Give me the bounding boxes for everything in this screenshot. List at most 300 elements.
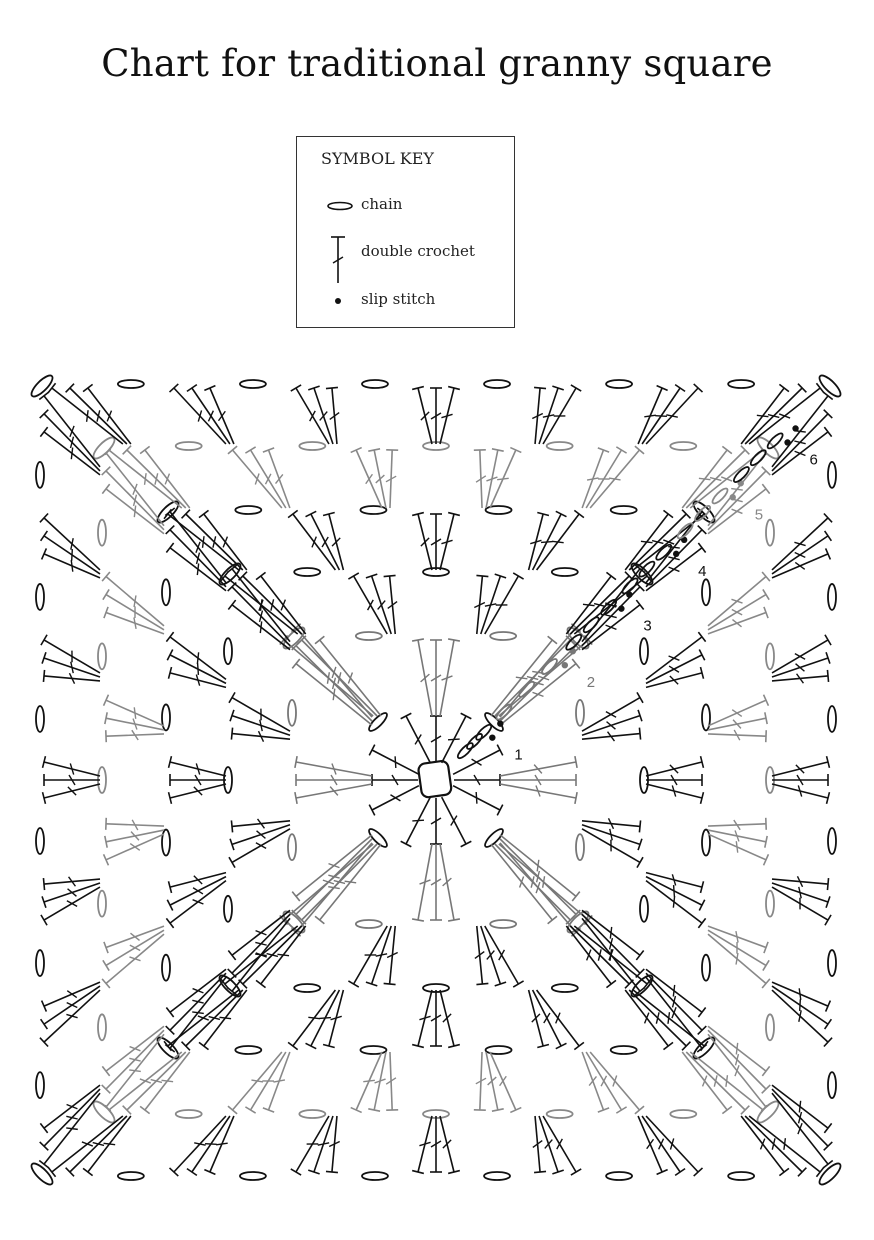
double-crochet-bar	[736, 953, 738, 965]
double-crochet-bar	[333, 689, 335, 701]
double-crochet-top	[636, 950, 643, 959]
key-label-slip-stitch: slip stitch	[361, 290, 436, 308]
double-crochet-top	[572, 659, 580, 668]
double-crochet-bar	[345, 881, 357, 883]
double-crochet-bar	[256, 931, 267, 935]
double-crochet-top	[513, 981, 523, 987]
chain-stitch	[118, 1172, 144, 1180]
double-crochet-bar	[412, 820, 424, 821]
double-crochet-bar	[192, 1012, 204, 1013]
double-crochet-bar	[669, 567, 680, 571]
double-crochet-top	[83, 384, 93, 391]
double-crochet-bar	[541, 542, 553, 543]
double-crochet-top	[228, 950, 235, 959]
double-crochet-top	[763, 589, 769, 599]
double-crochet-bar	[673, 985, 674, 997]
double-crochet-bar	[395, 756, 396, 768]
chain-stitch	[670, 442, 696, 450]
double-crochet-bar	[72, 549, 73, 561]
slip-stitch	[730, 494, 736, 500]
double-crochet-bar	[672, 1007, 676, 1018]
key-label-chain: chain	[361, 195, 403, 213]
chain-stitch	[484, 380, 510, 388]
chain-stitch	[486, 1046, 512, 1054]
double-crochet-top	[637, 692, 643, 702]
double-crochet-bar	[543, 876, 545, 888]
slip-stitch	[562, 662, 568, 668]
double-crochet-bar	[673, 896, 674, 908]
double-crochet-bar	[610, 927, 611, 939]
double-crochet-top	[548, 916, 557, 924]
slip-stitch-icon	[331, 294, 345, 308]
double-crochet-top	[637, 857, 643, 867]
double-crochet-bar	[70, 426, 74, 437]
double-crochet-bar	[378, 601, 386, 610]
chain-stitch	[360, 1046, 386, 1054]
double-crochet-bar	[71, 448, 72, 460]
double-crochet-bar	[668, 1012, 669, 1024]
chain-stitch	[224, 638, 232, 664]
double-crochet-bar	[533, 692, 544, 696]
double-crochet-bar	[779, 414, 790, 418]
double-crochet-bar	[545, 1140, 553, 1149]
chain-stitch	[640, 638, 648, 664]
double-crochet-top	[616, 1107, 626, 1113]
double-crochet-top	[326, 1171, 338, 1172]
double-crochet-top	[762, 1066, 769, 1075]
double-crochet-bar	[721, 477, 732, 481]
chain-stitch	[817, 1161, 844, 1188]
chain-stitch	[362, 1172, 388, 1180]
double-crochet-bar	[613, 1075, 617, 1086]
double-crochet-top	[41, 1019, 48, 1029]
double-crochet-top	[412, 639, 424, 641]
double-crochet-bar	[668, 547, 680, 548]
double-crochet-bar	[487, 951, 495, 960]
double-crochet-bar	[448, 739, 460, 740]
double-crochet-bar	[130, 1047, 141, 1051]
round-number-label: 1	[514, 746, 523, 764]
chain-stitch	[828, 584, 836, 610]
double-crochet-bar	[203, 536, 204, 548]
double-crochet-bar	[165, 474, 169, 485]
double-crochet-top	[513, 573, 523, 579]
double-crochet-top	[476, 983, 488, 984]
chain-stitch	[611, 506, 637, 514]
double-crochet-bar	[520, 877, 524, 888]
double-crochet-bar	[800, 999, 801, 1011]
chain-stitch	[490, 920, 516, 928]
double-crochet-top	[779, 1168, 789, 1175]
double-crochet-top	[187, 385, 197, 392]
chain-stitch	[91, 435, 118, 462]
chain-stitch	[576, 700, 584, 726]
double-crochet-bar	[669, 656, 680, 660]
double-crochet-bar	[67, 1105, 78, 1109]
chain-stitch	[611, 1046, 637, 1054]
chain-stitch	[29, 373, 56, 400]
double-crochet-bar	[641, 541, 653, 542]
double-crochet-bar	[198, 410, 201, 421]
double-crochet-bar	[107, 411, 111, 422]
double-crochet-top	[41, 635, 47, 645]
round-number-label: 2	[586, 674, 596, 692]
double-crochet-top	[326, 387, 338, 388]
chain-stitch	[176, 442, 202, 450]
double-crochet-top	[575, 792, 577, 804]
slip-stitch	[673, 551, 679, 557]
double-crochet-top	[698, 543, 705, 553]
double-crochet-top	[256, 980, 265, 987]
chain-stitch	[465, 732, 484, 751]
double-crochet-top	[83, 1168, 93, 1175]
double-crochet-bar	[329, 864, 340, 868]
double-crochet-top	[199, 510, 209, 517]
double-crochet-bar	[134, 595, 136, 607]
chain-stitch	[29, 1161, 56, 1188]
double-crochet-bar	[670, 1138, 673, 1149]
double-crochet-bar	[799, 1101, 800, 1113]
granny-square-chart	[0, 340, 874, 1220]
chain-stitch	[702, 579, 710, 605]
double-crochet-bar	[732, 509, 743, 513]
chain-stitch	[828, 950, 836, 976]
double-crochet-bar	[82, 1142, 93, 1146]
double-crochet-bar	[312, 537, 316, 548]
double-crochet-bar	[218, 411, 225, 420]
double-crochet-bar	[129, 957, 140, 961]
double-crochet-top	[103, 589, 109, 599]
chain-stitch	[36, 706, 44, 732]
double-crochet-bar	[140, 1079, 151, 1083]
double-crochet-top	[199, 1042, 209, 1049]
double-crochet-bar	[757, 415, 769, 416]
double-crochet-top	[41, 915, 47, 925]
double-crochet-top	[292, 659, 300, 668]
double-crochet-top	[476, 575, 488, 576]
double-crochet-top	[548, 636, 557, 644]
double-crochet-top	[140, 1106, 149, 1113]
chain-icon	[325, 199, 355, 213]
chain-stitch	[217, 973, 244, 1000]
double-crochet-top	[534, 1171, 546, 1172]
double-crochet-bar	[104, 1143, 116, 1144]
double-crochet-bar	[197, 563, 198, 575]
double-crochet-bar	[537, 860, 539, 872]
double-crochet-top	[166, 918, 173, 928]
double-crochet-top	[315, 636, 324, 644]
double-crochet-bar	[223, 537, 227, 548]
double-crochet-bar	[761, 1139, 765, 1150]
double-crochet-top	[572, 892, 580, 901]
chain-stitch	[456, 741, 475, 760]
double-crochet-bar	[699, 478, 711, 479]
double-crochet-top	[103, 960, 109, 970]
double-crochet-top	[556, 511, 567, 516]
chain-stitch	[629, 561, 656, 588]
double-crochet-top	[497, 745, 503, 756]
double-crochet-top	[663, 510, 673, 517]
double-crochet-bar	[129, 1070, 141, 1072]
chain-stitch	[749, 448, 768, 467]
double-crochet-top	[292, 892, 300, 901]
chain-stitch	[362, 380, 388, 388]
double-crochet-top	[348, 573, 358, 579]
double-crochet-bar	[332, 667, 336, 678]
double-crochet-top	[616, 447, 626, 453]
double-crochet-bar	[257, 831, 266, 839]
double-crochet-bar	[556, 1013, 560, 1024]
double-crochet-bar	[320, 412, 328, 421]
double-crochet-bar	[66, 1128, 78, 1129]
chain-stitch	[828, 828, 836, 854]
double-crochet-top	[606, 572, 615, 579]
double-crochet-top	[698, 632, 705, 642]
chain-stitch	[98, 643, 106, 669]
double-crochet-top	[698, 1007, 705, 1017]
double-crochet-bar	[645, 1013, 649, 1024]
chain-stitch	[294, 984, 320, 992]
chain-stitch	[98, 1014, 106, 1040]
double-crochet-bar	[516, 677, 528, 679]
chain-stitch	[576, 834, 584, 860]
double-crochet-top	[636, 600, 643, 609]
double-crochet-top	[140, 446, 149, 453]
double-crochet-bar	[193, 989, 204, 993]
chain-stitch	[828, 1072, 836, 1098]
double-crochet-top	[40, 427, 47, 437]
double-crochet-bar	[66, 1014, 77, 1017]
double-crochet-bar	[606, 625, 617, 629]
double-crochet-top	[43, 878, 44, 890]
chain-stitch	[91, 1099, 118, 1126]
double-crochet-bar	[255, 954, 267, 956]
chain-stitch	[118, 380, 144, 388]
chain-stitch	[36, 584, 44, 610]
double-crochet-top	[245, 447, 255, 453]
double-crochet-top	[571, 385, 581, 391]
double-crochet-bar	[348, 673, 352, 684]
round-number-label: 3	[643, 617, 652, 635]
chain-stitch	[640, 896, 648, 922]
double-crochet-top	[461, 841, 472, 847]
chain-stitch	[176, 1110, 202, 1118]
double-crochet-bar	[476, 792, 477, 804]
double-crochet-top	[639, 820, 640, 832]
double-crochet-bar	[219, 1017, 231, 1018]
double-crochet-top	[461, 713, 472, 719]
double-crochet-bar	[784, 1138, 785, 1150]
chain-stitch	[670, 1110, 696, 1118]
chain-stitch	[755, 1099, 782, 1126]
double-crochet-bar	[587, 950, 591, 961]
double-crochet-top	[384, 983, 396, 984]
chain-stitch	[224, 896, 232, 922]
double-crochet-bar	[308, 1017, 320, 1018]
double-crochet-top	[571, 1169, 581, 1175]
chain-stitch	[702, 955, 710, 981]
double-crochet-bar	[198, 1016, 209, 1020]
double-crochet-top	[827, 878, 828, 890]
double-crochet-bar	[647, 1139, 654, 1148]
double-crochet-top	[412, 919, 424, 921]
double-crochet-top	[43, 670, 44, 682]
double-crochet-top	[825, 635, 831, 645]
double-crochet-bar	[133, 484, 137, 495]
double-crochet-top	[228, 600, 235, 609]
chain-stitch	[36, 1072, 44, 1098]
double-crochet-top	[166, 1007, 173, 1017]
double-crochet-top	[497, 805, 503, 816]
chain-stitch	[360, 506, 386, 514]
chain-stitch	[606, 380, 632, 388]
double-crochet-bar	[799, 988, 801, 1000]
chain-stitch	[484, 1172, 510, 1180]
double-crochet-top	[698, 918, 705, 928]
double-crochet-top	[606, 980, 615, 987]
chain-stitch	[98, 891, 106, 917]
double-crochet-bar	[193, 900, 204, 904]
double-crochet-bar	[277, 954, 289, 955]
double-crochet-top	[825, 1019, 832, 1029]
double-crochet-top	[295, 756, 297, 768]
double-crochet-bar	[68, 889, 77, 897]
double-crochet-bar	[794, 542, 805, 545]
chain-stitch	[606, 1172, 632, 1180]
double-crochet-top	[306, 1043, 317, 1048]
chain-stitch	[486, 506, 512, 514]
double-crochet-bar	[216, 1143, 228, 1145]
double-crochet-top	[295, 792, 297, 804]
double-crochet-top	[575, 756, 577, 768]
double-crochet-top	[779, 384, 789, 391]
chain-stitch	[702, 830, 710, 856]
double-crochet-top	[824, 427, 831, 437]
double-crochet-top	[41, 531, 48, 541]
chain-stitch	[162, 830, 170, 856]
double-crochet-top	[348, 981, 358, 987]
double-crochet-top	[291, 385, 301, 391]
double-crochet-bar	[703, 1076, 707, 1087]
chain-stitch	[517, 680, 536, 699]
key-label-double-crochet: double crochet	[361, 242, 475, 260]
chain-stitch	[98, 520, 106, 546]
chain-stitch	[828, 462, 836, 488]
double-crochet-top	[824, 1123, 831, 1133]
double-crochet-top	[166, 543, 173, 553]
double-crochet-bar	[736, 841, 737, 853]
chain-stitch	[552, 984, 578, 992]
double-crochet-bar	[795, 451, 806, 455]
chain-stitch	[240, 380, 266, 388]
double-crochet-bar	[736, 1043, 737, 1055]
double-crochet-top	[167, 900, 172, 911]
double-crochet-top	[369, 805, 375, 816]
chain-stitch	[36, 828, 44, 854]
chain-stitch	[582, 615, 601, 634]
double-crochet-bar	[130, 933, 139, 940]
chain-stitch	[294, 568, 320, 576]
double-crochet-top	[231, 820, 232, 832]
centre-ring	[418, 760, 452, 798]
double-crochet-bar	[276, 474, 283, 483]
double-crochet-top	[639, 728, 640, 740]
chain-stitch	[766, 1014, 774, 1040]
symbol-key-heading: SYMBOL KEY	[321, 149, 434, 168]
double-crochet-top	[763, 960, 769, 970]
double-crochet-top	[722, 1106, 731, 1113]
chain-stitch	[828, 706, 836, 732]
double-crochet-bar	[644, 415, 656, 417]
round-number-label: 6	[809, 451, 818, 469]
double-crochet-top	[534, 387, 546, 388]
double-crochet-icon	[327, 233, 349, 285]
double-crochet-top	[229, 692, 235, 702]
double-crochet-bar	[663, 540, 674, 544]
double-crochet-bar	[196, 542, 200, 553]
double-crochet-bar	[726, 1075, 728, 1087]
double-crochet-top	[574, 510, 584, 517]
double-crochet-bar	[583, 604, 595, 605]
double-crochet-top	[231, 728, 232, 740]
chain-stitch	[299, 1110, 325, 1118]
double-crochet-bar	[71, 560, 73, 572]
slip-stitch	[784, 439, 790, 445]
double-crochet-bar	[589, 1076, 596, 1085]
chain-stitch	[693, 504, 712, 523]
chain-stitch	[235, 1046, 261, 1054]
double-crochet-top	[288, 510, 298, 517]
double-crochet-bar	[134, 707, 135, 719]
chain-stitch	[728, 380, 754, 388]
double-crochet-bar	[798, 1123, 802, 1134]
chain-stitch	[728, 1172, 754, 1180]
double-crochet-top	[256, 572, 265, 579]
double-crochet-top	[369, 745, 375, 756]
chain-stitch	[288, 700, 296, 726]
double-crochet-top	[762, 484, 769, 493]
round-number-label: 4	[698, 562, 707, 580]
double-crochet-bar	[87, 410, 88, 422]
double-crochet-top	[699, 650, 704, 661]
double-crochet-bar	[205, 1144, 217, 1145]
chain-stitch	[766, 520, 774, 546]
double-crochet-top	[722, 446, 731, 453]
double-crochet-top	[574, 1042, 584, 1049]
double-crochet-bar	[145, 473, 147, 485]
double-crochet-top	[675, 385, 685, 392]
double-crochet-top	[229, 857, 235, 867]
chain-stitch	[288, 834, 296, 860]
slip-stitch	[792, 425, 798, 431]
double-crochet-bar	[197, 652, 198, 664]
double-crochet-top	[167, 650, 172, 661]
double-crochet-top	[699, 900, 704, 911]
double-crochet-top	[401, 713, 412, 719]
double-crochet-bar	[674, 885, 675, 897]
double-crochet-top	[245, 1107, 255, 1113]
chain-stitch	[766, 891, 774, 917]
round-number-label: 5	[754, 506, 764, 524]
double-crochet-bar	[162, 1080, 174, 1081]
double-crochet-bar	[655, 416, 667, 417]
double-crochet-bar	[732, 620, 741, 627]
double-crochet-bar	[731, 489, 743, 491]
double-crochet-top	[825, 915, 831, 925]
double-crochet-bar	[251, 1080, 263, 1082]
chain-stitch	[162, 579, 170, 605]
double-crochet-bar	[134, 506, 135, 518]
